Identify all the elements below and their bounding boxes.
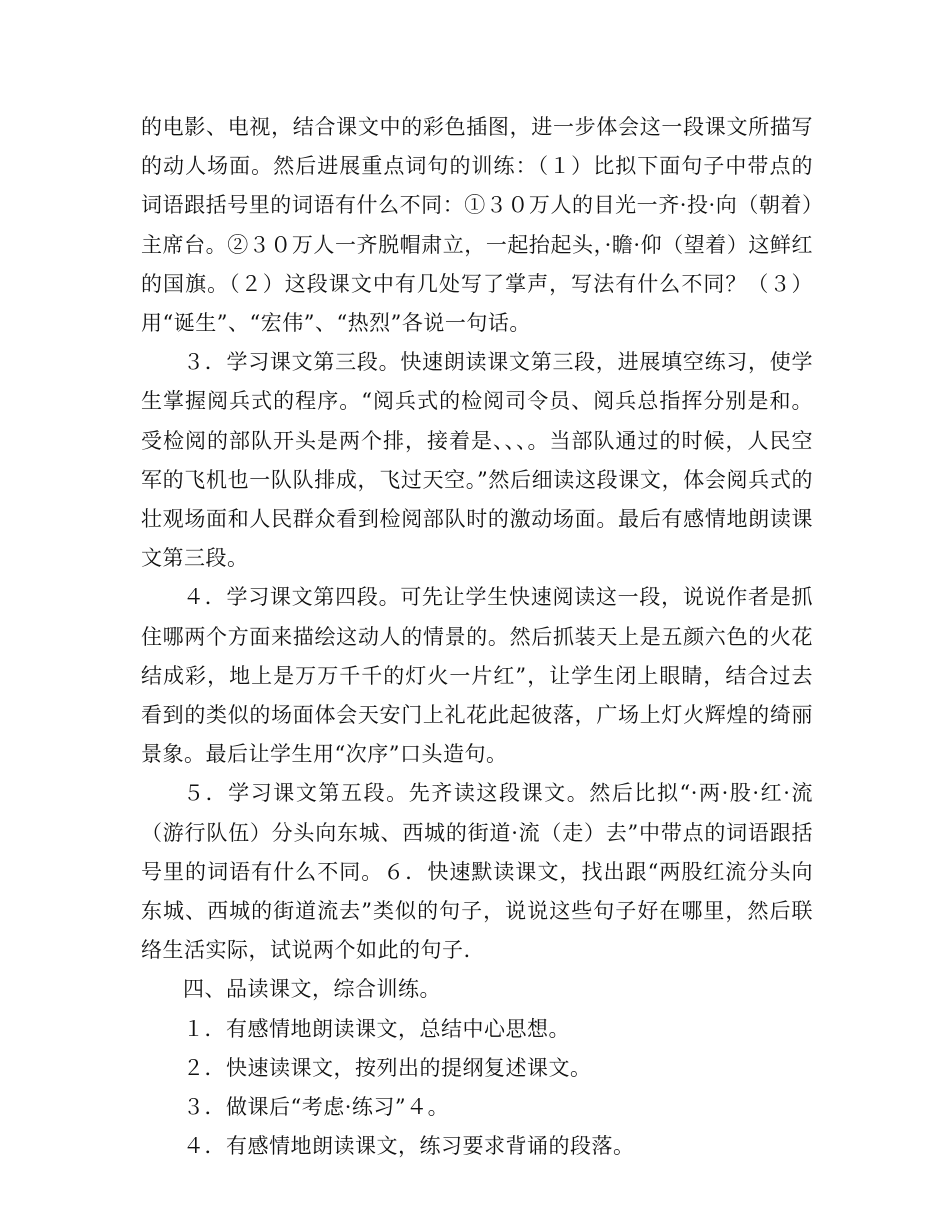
list-item-1: １．有感情地朗读课文，总结中心思想。 [183, 1016, 570, 1041]
heading-part-4: 四、品读课文，综合训练。 [183, 977, 441, 1002]
document-body [141, 108, 813, 1166]
paragraph-section-4: ４．学习课文第四段。可先让学生快速阅读这一段，说说作者是抓住哪两个方面来描绘这动人的情景的。然后抓装天上是五颜六色的火花结成彩，地上是万万千千的灯火一片红”，让学生闭上眼睛，结合过去看到的类似的场面体会天安门上礼花此起彼落，广场上灯火辉煌的绮丽景象。最后让学生用“次序”口头造句。 [141, 585, 813, 767]
paragraph-continued: 的电影、电视，结合课文中的彩色插图，进一步体会这一段课文所描写的动人场面。然后进展重点词句的训练：（１）比拟下面句子中带点的词语跟括号里的词语有什么不同：①３０万人的目光一齐·投·向（朝着）主席台。②３０万人一齐脱帽肃立，一起抬起头，·瞻·仰（望着）这鲜红的国旗。（２）这段课文中有几处写了掌声，写法有什么不同？（３）用“诞生”、“宏伟”、“热烈”各说一句话。 [141, 115, 813, 336]
list-item-3: ３．做课后“考虑·练习”４。 [183, 1095, 450, 1120]
paragraph-section-3: ３．学习课文第三段。快速朗读课文第三段，进展填空练习，使学生掌握阅兵式的程序。“阅兵式的检阅司令员、阅兵总指挥分别是和。受检阅的部队开头是两个排，接着是、、、。当部队通过的时候，人民空军的飞机也一队队排成，飞过天空。”然后细读这段课文，体会阅兵式的壮观场面和人民群众看到检阅部队时的激动场面。最后有感情地朗读课文第三段。 [141, 350, 813, 571]
list-item-4: ４．有感情地朗读课文，练习要求背诵的段落。 [183, 1134, 635, 1159]
paragraph-section-5: ５．学习课文第五段。先齐读这段课文。然后比拟“·两·股·红·流（游行队伍）分头向东城、西城的街道·流（走）去”中带点的词语跟括号里的词语有什么不同。６．快速默读课文，找出跟“两股红流分头向东城、西城的街道流去”类似的句子，说说这些句子好在哪里，然后联络生活实际，试说两个如此的句子. [141, 781, 813, 963]
list-item-2: ２．快速读课文，按列出的提纲复述课文。 [183, 1055, 592, 1080]
